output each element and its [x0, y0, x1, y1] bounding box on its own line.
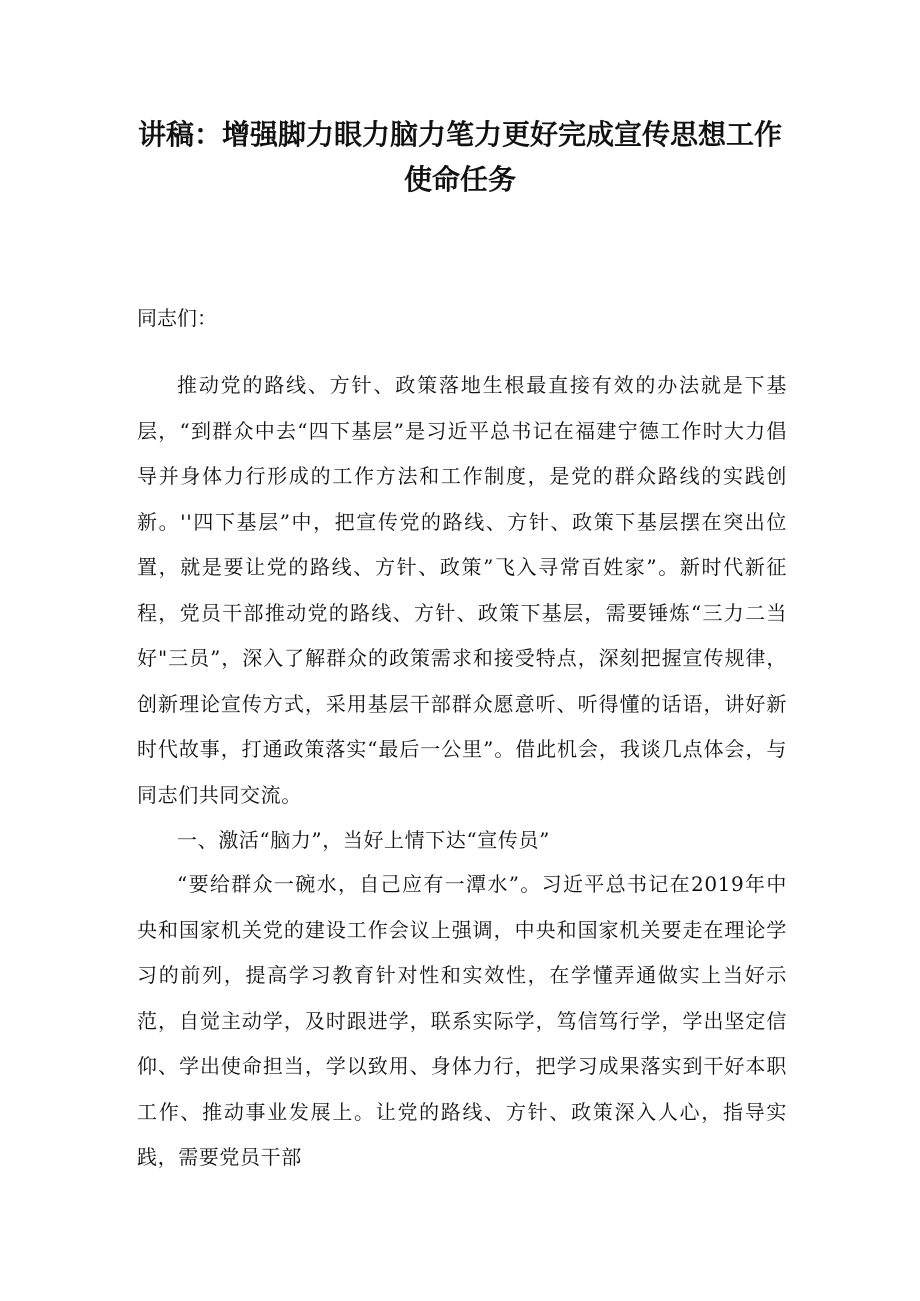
document-title-line-1: 讲稿：增强脚力眼力脑力笔力更好完成宣传思想工作 [137, 118, 782, 151]
paragraph-section-1: “要给群众一碗水，自己应有一潭水”。习近平总书记在2019年中央和国家机关党的建设工作会议上强调，中央和国家机关要走在理论学习的前列，提高学习教育针对性和实效性，在学懂弄通做实上当好示范，自觉主动学，及时跟进学，联系实际学，笃信笃行学，学出坚定信仰、学出使命担当，学以致用、身体力行，把学习成果落实到干好本职工作、推动事业发展上。让党的路线、方针、政策深入人心，指导实践，需要党员干部 [137, 872, 787, 1169]
section-heading-1: 一、激活“脑力”，当好上情下达“宣传员” [177, 828, 550, 852]
salutation: 同志们： [137, 306, 217, 330]
paragraph-intro: 推动党的路线、方针、政策落地生根最直接有效的办法就是下基层，“到群众中去“四下基层”是习近平总书记在福建宁德工作时大力倡导并身体力行形成的工作方法和工作制度，是党的群众路线的实践创新。''四下基层”中，把宣传党的路线、方针、政策下基层摆在突出位置，就是要让党的路线、方针、政策”飞入寻常百姓家”。新时代新征程，党员干部推动党的路线、方针、政策下基层，需要锤炼“三力二当好"三员”，深入了解群众的政策需求和接受特点，深刻把握宣传规律，创新理论宣传方式，采用基层干部群众愿意听、听得懂的话语，讲好新时代故事，打通政策落实“最后一公里”。借此机会，我谈几点体会，与同志们共同交流。 [137, 373, 787, 807]
document-title-line-2: 使命任务 [403, 163, 516, 196]
